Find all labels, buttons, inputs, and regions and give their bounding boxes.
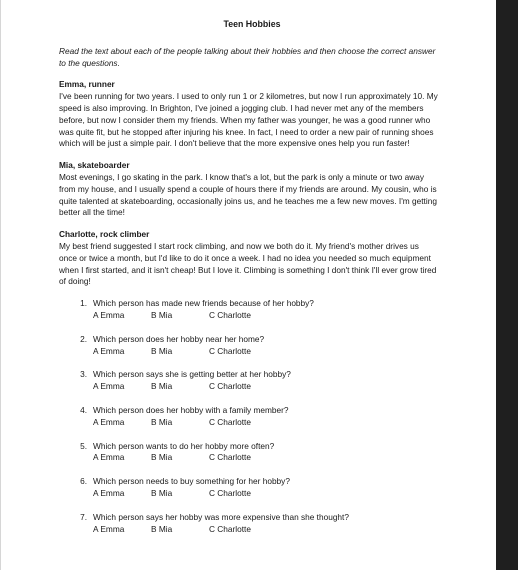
document-page — [59, 0, 439, 547]
option-a: A Emma — [93, 345, 125, 356]
question-text: Which person does her hobby with a family member? — [93, 404, 289, 415]
option-a: A Emma — [93, 416, 125, 427]
section-title: Mia, skateboarder — [59, 160, 130, 171]
option-b: B Mia — [151, 523, 173, 534]
option-c: C Charlotte — [209, 523, 251, 534]
option-a: A Emma — [93, 487, 125, 498]
question-number: 4. — [80, 404, 87, 415]
option-b: B Mia — [151, 487, 173, 498]
section-mia — [59, 160, 439, 219]
question-number: 2. — [80, 333, 87, 344]
option-c: C Charlotte — [209, 487, 251, 498]
question-text: Which person needs to buy something for her hobby? — [93, 476, 290, 487]
question-6 — [73, 476, 439, 500]
page-title: Teen Hobbies — [223, 19, 281, 29]
question-7 — [73, 512, 439, 536]
option-a: A Emma — [93, 452, 125, 463]
window-edge-bar — [496, 0, 518, 570]
option-b: B Mia — [151, 416, 173, 427]
question-text: Which person says she is getting better at her hobby? — [93, 369, 291, 380]
question-text: Which person does her hobby near her home? — [93, 333, 265, 344]
question-number: 1. — [80, 298, 87, 309]
question-5 — [73, 441, 439, 465]
option-a: A Emma — [93, 309, 125, 320]
question-number: 7. — [80, 511, 87, 522]
option-b: B Mia — [151, 345, 173, 356]
question-text: Which person has made new friends because of her hobby? — [93, 298, 314, 309]
option-b: B Mia — [151, 309, 173, 320]
option-c: C Charlotte — [209, 309, 251, 320]
question-list — [59, 298, 439, 535]
page-edge — [0, 0, 1, 570]
question-2 — [73, 334, 439, 358]
section-text: My best friend suggested I start rock climbing, and now we both do it. My friend's mother drives us once or twice a month, but I'd like to do it once a week. I had no idea you needed so much equipment when I first started, and it isn't cheap! But I love it. Climbing is something I don't think I'll ever grow tired of doing! — [59, 240, 437, 287]
question-text: Which person says her hobby was more expensive than she thought? — [93, 511, 349, 522]
question-1 — [73, 298, 439, 322]
instructions: Read the text about each of the people talking about their hobbies and then choose the correct answer to the questions. — [59, 45, 436, 68]
option-c: C Charlotte — [209, 416, 251, 427]
option-c: C Charlotte — [209, 345, 251, 356]
option-a: A Emma — [93, 523, 125, 534]
section-text: Most evenings, I go skating in the park. I know that's a lot, but the park is only a minute or two away from my house, and I usually spend a couple of hours there if my friends are around. My cousin, who is quite talented at skateboarding, occasionally joins us, and he teaches me a few new moves. I'm getting better all the time! — [59, 171, 437, 218]
section-title: Emma, runner — [59, 79, 115, 90]
section-emma — [59, 79, 439, 150]
option-b: B Mia — [151, 381, 173, 392]
section-charlotte — [59, 229, 439, 288]
option-c: C Charlotte — [209, 452, 251, 463]
question-3 — [73, 369, 439, 393]
question-number: 6. — [80, 476, 87, 487]
option-b: B Mia — [151, 452, 173, 463]
option-c: C Charlotte — [209, 381, 251, 392]
section-title: Charlotte, rock climber — [59, 229, 150, 240]
option-a: A Emma — [93, 381, 125, 392]
section-text: I've been running for two years. I used to only run 1 or 2 kilometres, but now I run approximately 10. My speed is also improving. In Brighton, I've joined a jogging club. I had never met any of the members before, but now I consider them my friends. When my father was younger, he was a good runner who was quite fit, but he stopped after injuring his knee. In fact, I need to order a new pair of running shoes which will be just a simple pair. I don't believe that the more expensive ones help you run faster! — [59, 91, 438, 149]
question-number: 5. — [80, 440, 87, 451]
question-4 — [73, 405, 439, 429]
question-number: 3. — [80, 369, 87, 380]
question-text: Which person wants to do her hobby more often? — [93, 440, 275, 451]
